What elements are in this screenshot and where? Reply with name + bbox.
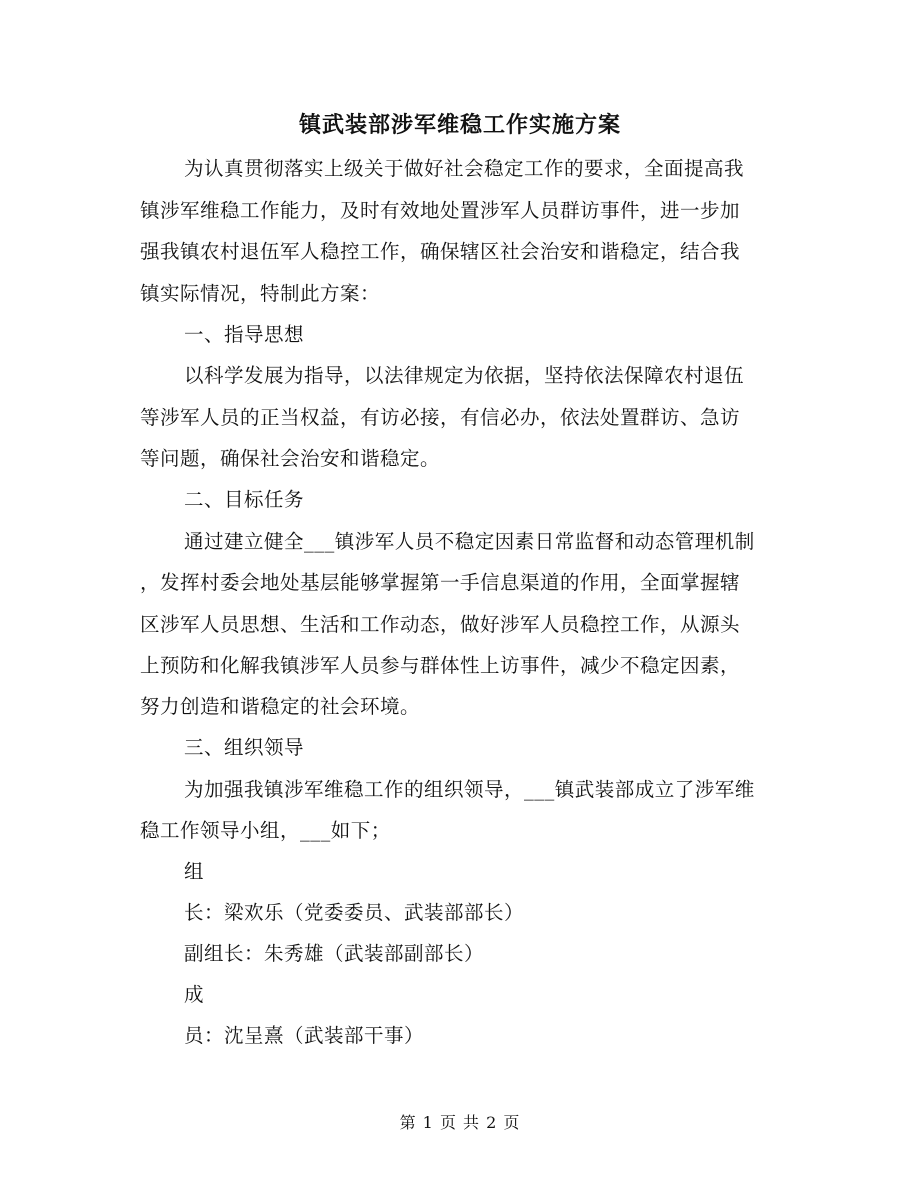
member-line: 员：沈呈熹（武装部干事） <box>184 1024 425 1047</box>
document-title: 镇武装部涉军维稳工作实施方案 <box>298 112 621 138</box>
paragraph-line: 等问题，确保社会治安和谐稳定。 <box>140 447 441 470</box>
member-line: 副组长：朱秀雄（武装部副部长） <box>184 942 485 965</box>
paragraph-line: 稳工作领导小组，___如下； <box>140 819 391 842</box>
paragraph-line: 强我镇农村退伍军人稳控工作，确保辖区社会治安和谐稳定，结合我 <box>140 240 741 263</box>
member-line: 长：梁欢乐（党委委员、武装部部长） <box>184 901 525 924</box>
paragraph-line: 努力创造和谐稳定的社会环境。 <box>140 695 421 718</box>
paragraph-line: 以科学发展为指导，以法律规定为依据，坚持依法保障农村退伍 <box>184 364 745 387</box>
paragraph-line: 上预防和化解我镇涉军人员参与群体性上访事件，减少不稳定因素， <box>140 654 741 677</box>
paragraph-line: ，发挥村委会地处基层能够掌握第一手信息渠道的作用，全面掌握辖 <box>140 571 741 594</box>
paragraph-line: 为认真贯彻落实上级关于做好社会稳定工作的要求，全面提高我 <box>184 157 745 180</box>
member-line: 成 <box>184 983 205 1006</box>
member-line: 组 <box>184 860 205 883</box>
section-heading: 一、指导思想 <box>184 323 305 346</box>
paragraph-line: 通过建立健全___镇涉军人员不稳定因素日常监督和动态管理机制 <box>184 530 755 553</box>
section-heading: 三、组织领导 <box>184 736 305 759</box>
section-heading: 二、目标任务 <box>184 488 305 511</box>
paragraph-line: 镇实际情况，特制此方案： <box>140 282 381 305</box>
page-number: 第 1 页 共 2 页 <box>399 1113 521 1132</box>
paragraph-line: 等涉军人员的正当权益，有访必接，有信必办，依法处置群访、急访 <box>140 406 741 429</box>
paragraph-line: 区涉军人员思想、生活和工作动态，做好涉军人员稳控工作，从源头 <box>140 613 741 636</box>
paragraph-line: 为加强我镇涉军维稳工作的组织领导，___镇武装部成立了涉军维 <box>184 778 755 801</box>
paragraph-line: 镇涉军维稳工作能力，及时有效地处置涉军人员群访事件，进一步加 <box>140 199 741 222</box>
